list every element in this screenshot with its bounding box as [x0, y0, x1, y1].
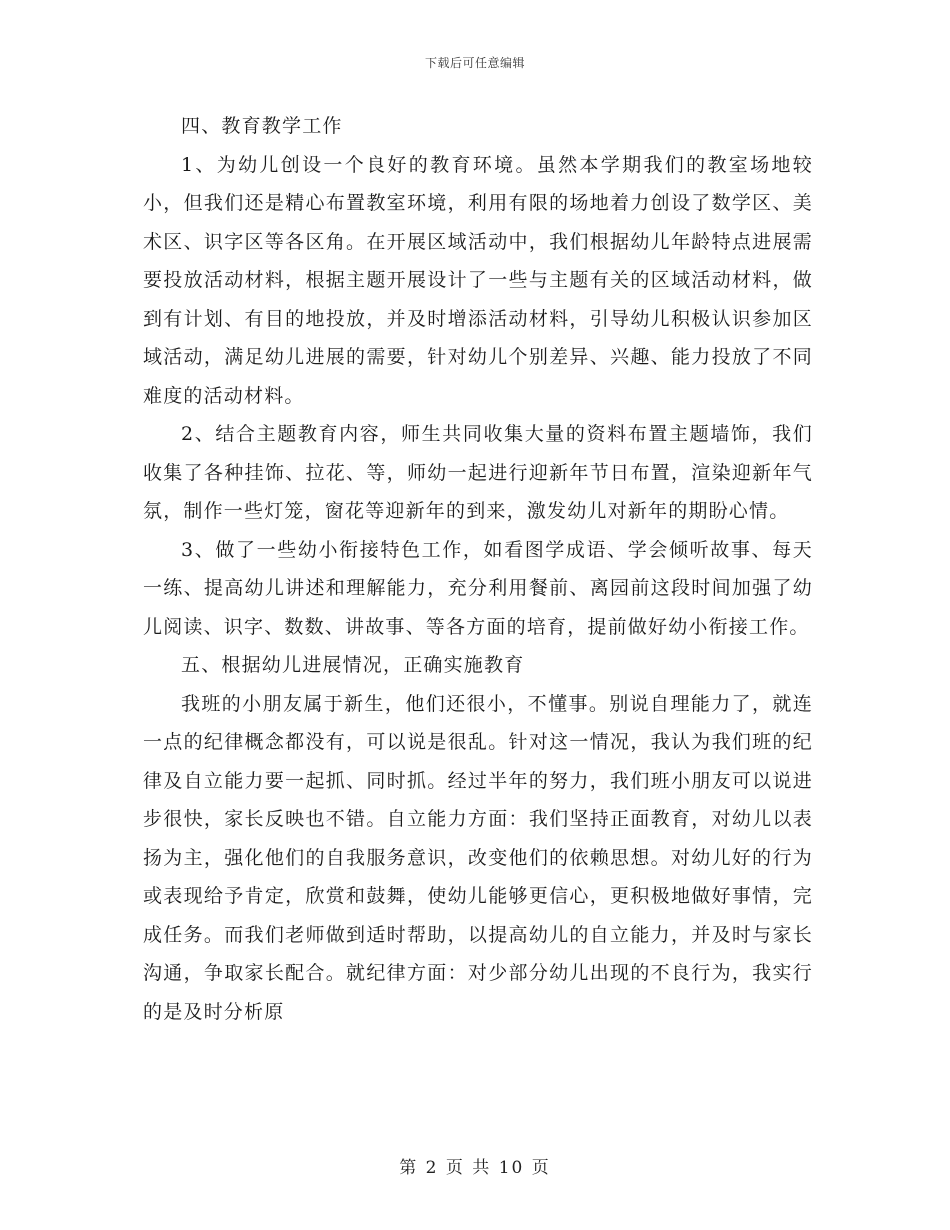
document-body	[143, 107, 813, 1031]
section-heading-education-work: 四、教育教学工作	[181, 115, 343, 137]
paragraph-environment: 1、为幼儿创设一个良好的教育环境。虽然本学期我们的教室场地较小，但我们还是精心布置教室环境，利用有限的场地着力创设了数学区、美术区、识字区等各区角。在开展区域活动中，我们根据幼儿年龄特点进展需要投放活动材料，根据主题开展设计了一些与主题有关的区域活动材料，做到有计划、有目的地投放，并及时增添活动材料，引导幼儿积极认识参加区域活动，满足幼儿进展的需要，针对幼儿个别差异、兴趣、能力投放了不同难度的活动材料。	[143, 153, 813, 407]
paragraph-discipline-selfcare: 我班的小朋友属于新生，他们还很小，不懂事。别说自理能力了，就连一点的纪律概念都没有，可以说是很乱。针对这一情况，我认为我们班的纪律及自立能力要一起抓、同时抓。经过半年的努力，我们班小朋友可以说进步很快，家长反映也不错。自立能力方面：我们坚持正面教育，对幼儿以表扬为主，强化他们的自我服务意识，改变他们的依赖思想。对幼儿好的行为或表现给予肯定，欣赏和鼓舞，使幼儿能够更信心，更积极地做好事情，完成任务。而我们老师做到适时帮助，以提高幼儿的自立能力，并及时与家长沟通，争取家长配合。就纪律方面：对少部分幼儿出现的不良行为，我实行的是及时分析原	[143, 692, 813, 1023]
paragraph-theme-wall: 2、结合主题教育内容，师生共同收集大量的资料布置主题墙饰，我们收集了各种挂饰、拉花、等，师幼一起进行迎新年节日布置，渲染迎新年气氛，制作一些灯笼，窗花等迎新年的到来，激发幼儿对新年的期盼心情。	[143, 423, 813, 522]
page-number-footer: 第 2 页 共 10 页	[399, 1158, 551, 1178]
header-note: 下载后可任意编辑	[424, 56, 525, 70]
paragraph-kindergarten-transition: 3、做了一些幼小衔接特色工作，如看图学成语、学会倾听故事、每天一练、提高幼儿讲述和理解能力，充分利用餐前、离园前这段时间加强了幼儿阅读、识字、数数、讲故事、等各方面的培育，提前做好幼小衔接工作。	[143, 538, 813, 638]
section-heading-development: 五、根据幼儿进展情况，正确实施教育	[181, 654, 525, 676]
